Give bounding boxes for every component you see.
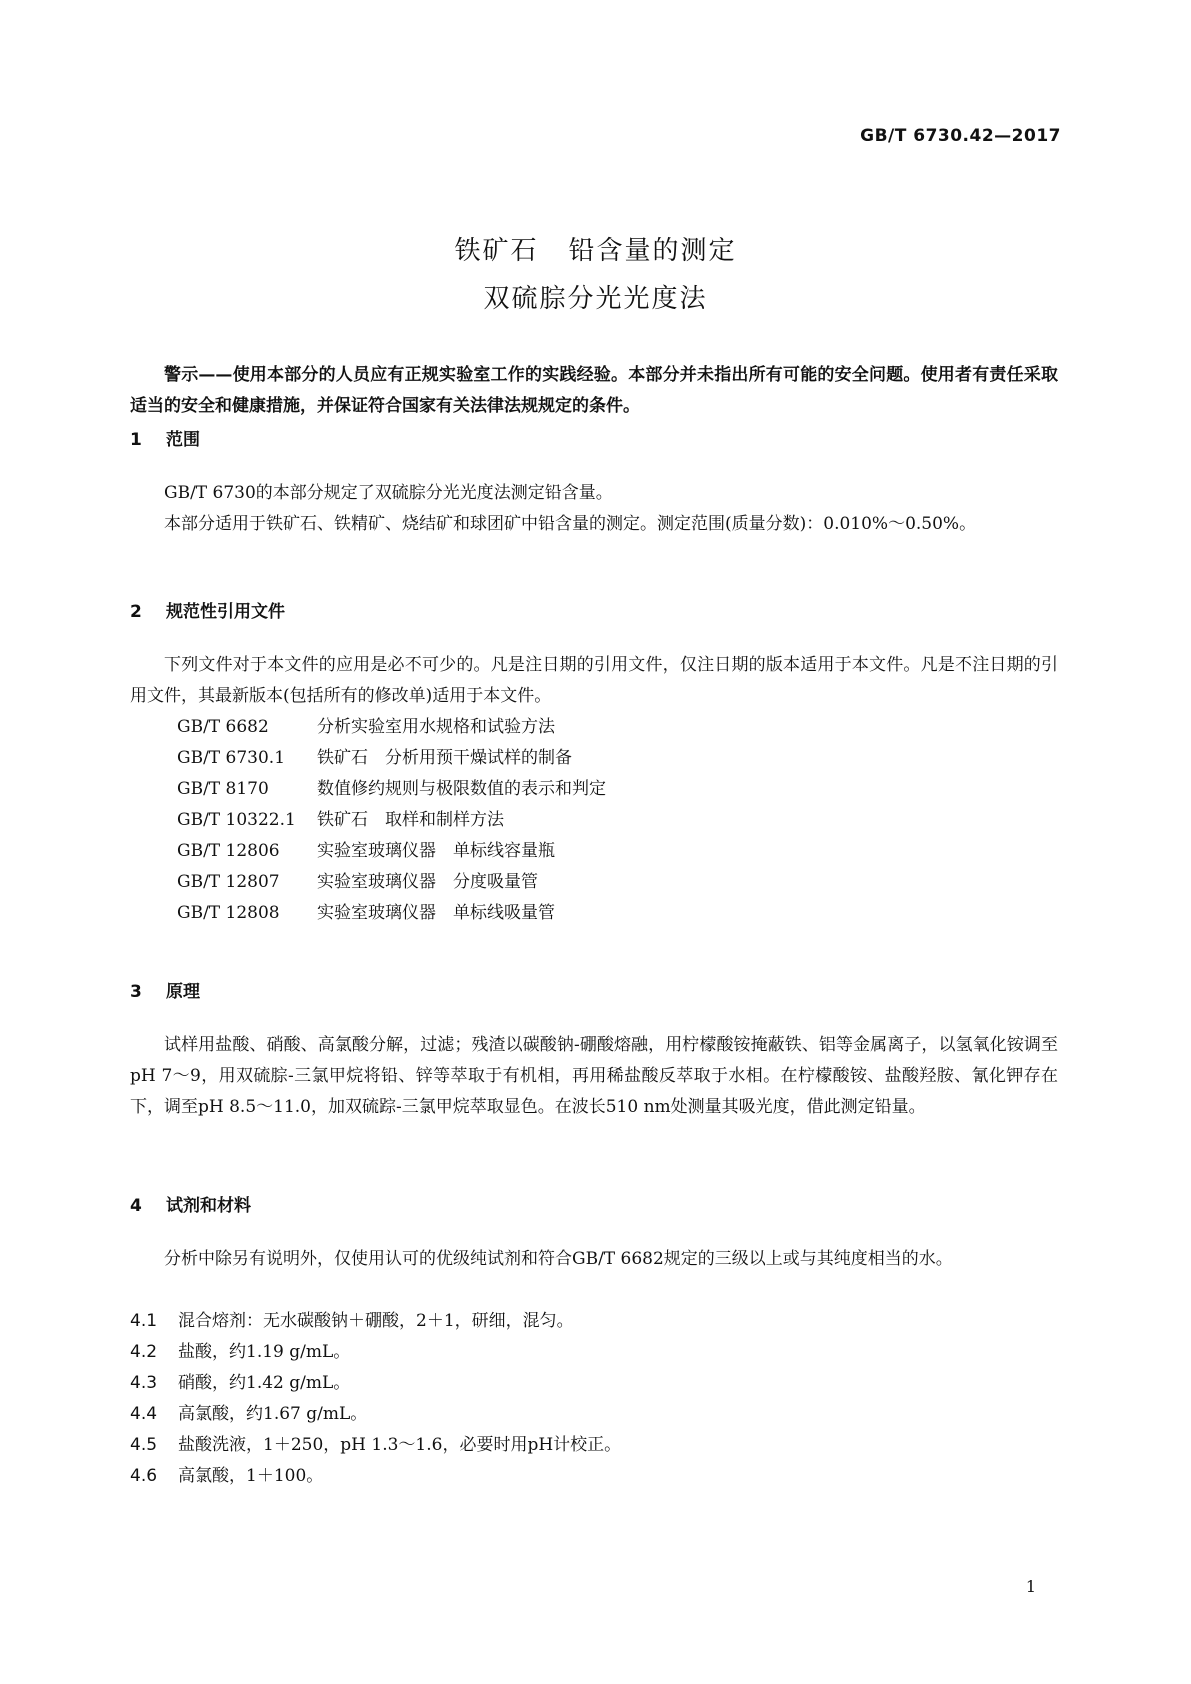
ref-item bbox=[177, 774, 606, 799]
ref-item bbox=[177, 867, 538, 892]
item-number: 4.3 bbox=[130, 1373, 158, 1393]
section-2-paragraph-1: 下列文件对于本文件的应用是必不可少的。凡是注日期的引用文件，仅注日期的版本适用于本文件。凡是不注日期的引用文件，其最新版本(包括所有的修改单)适用于本文件。 bbox=[130, 655, 1058, 706]
title-line-1 bbox=[0, 230, 1191, 267]
ref-title: 分析实验室用水规格和试验方法 bbox=[317, 717, 555, 737]
section-number: 4 bbox=[130, 1196, 142, 1216]
ref-item bbox=[177, 898, 555, 923]
section-1-heading bbox=[130, 425, 200, 450]
item-text: 混合熔剂：无水碳酸钠＋硼酸，2＋1，研细，混匀。 bbox=[178, 1311, 574, 1331]
section-4-paragraph-1: 分析中除另有说明外，仅使用认可的优级纯试剂和符合GB/T 6682规定的三级以上或与其纯度相当的水。 bbox=[164, 1249, 953, 1269]
ref-code: GB/T 8170 bbox=[177, 779, 269, 799]
section-number: 3 bbox=[130, 982, 142, 1002]
section-number: 2 bbox=[130, 602, 142, 622]
ref-title: 实验室玻璃仪器 单标线吸量管 bbox=[317, 903, 555, 923]
ref-title: 实验室玻璃仪器 单标线容量瓶 bbox=[317, 841, 555, 861]
section-1-paragraph-1: GB/T 6730的本部分规定了双硫腙分光光度法测定铅含量。 bbox=[164, 483, 613, 503]
title-line-2: 双硫腙分光光度法 bbox=[483, 284, 708, 314]
item-number: 4.4 bbox=[130, 1404, 158, 1424]
ref-item bbox=[177, 712, 555, 737]
ref-title: 铁矿石 取样和制样方法 bbox=[317, 810, 504, 830]
list-item bbox=[130, 1399, 367, 1424]
title-part-1: 铁矿石 bbox=[454, 236, 539, 266]
item-text: 盐酸，约1.19 g/mL。 bbox=[178, 1342, 351, 1362]
item-text: 高氯酸，约1.67 g/mL。 bbox=[178, 1404, 368, 1424]
standard-code: GB/T 6730.42—2017 bbox=[860, 126, 1061, 146]
section-3-heading bbox=[130, 977, 200, 1002]
list-item bbox=[130, 1461, 323, 1486]
ref-code: GB/T 12806 bbox=[177, 841, 280, 861]
ref-code: GB/T 6730.1 bbox=[177, 748, 286, 768]
list-item bbox=[130, 1430, 621, 1455]
ref-code: GB/T 10322.1 bbox=[177, 810, 296, 830]
section-4-heading bbox=[130, 1191, 251, 1216]
section-3-paragraph-1: 试样用盐酸、硝酸、高氯酸分解，过滤；残渣以碳酸钠-硼酸熔融，用柠檬酸铵掩蔽铁、铝等金属离子，以氢氧化铵调至pH 7～9，用双硫腙-三氯甲烷将铅、锌等萃取于有机相，再用稀盐酸反萃取于水相。在柠檬酸铵、盐酸羟胺、氰化钾存在下，调至pH 8.5～11.0，加双硫踪-三氯甲烷萃取显色。在波长510 nm处测量其吸光度，借此测定铅量。 bbox=[130, 1035, 1058, 1117]
section-1-paragraph-2: 本部分适用于铁矿石、铁精矿、烧结矿和球团矿中铅含量的测定。测定范围(质量分数)：0.010%～0.50%。 bbox=[164, 514, 977, 534]
ref-code: GB/T 12808 bbox=[177, 903, 280, 923]
section-title: 原理 bbox=[166, 982, 200, 1002]
section-number: 1 bbox=[130, 430, 142, 450]
ref-title: 实验室玻璃仪器 分度吸量管 bbox=[317, 872, 538, 892]
section-title: 范围 bbox=[166, 430, 200, 450]
ref-code: GB/T 12807 bbox=[177, 872, 280, 892]
list-item bbox=[130, 1337, 350, 1362]
item-number: 4.6 bbox=[130, 1466, 158, 1486]
ref-title: 数值修约规则与极限数值的表示和判定 bbox=[317, 779, 606, 799]
section-title: 试剂和材料 bbox=[166, 1196, 251, 1216]
section-2-heading bbox=[130, 597, 285, 622]
warning-paragraph: 警示——使用本部分的人员应有正规实验室工作的实践经验。本部分并未指出所有可能的安全问题。使用者有责任采取适当的安全和健康措施，并保证符合国家有关法律法规规定的条件。 bbox=[130, 365, 1058, 416]
ref-title: 铁矿石 分析用预干燥试样的制备 bbox=[317, 748, 572, 768]
item-text: 硝酸，约1.42 g/mL。 bbox=[178, 1373, 351, 1393]
ref-item bbox=[177, 805, 504, 830]
list-item bbox=[130, 1368, 350, 1393]
ref-item bbox=[177, 743, 572, 768]
item-number: 4.1 bbox=[130, 1311, 158, 1331]
list-item bbox=[130, 1306, 574, 1331]
item-text: 盐酸洗液，1＋250，pH 1.3～1.6，必要时用pH计校正。 bbox=[178, 1435, 622, 1455]
page-number: 1 bbox=[1025, 1577, 1036, 1596]
title-part-2: 铅含量的测定 bbox=[568, 236, 737, 266]
section-title: 规范性引用文件 bbox=[166, 602, 285, 622]
item-number: 4.2 bbox=[130, 1342, 158, 1362]
item-number: 4.5 bbox=[130, 1435, 158, 1455]
item-text: 高氯酸，1＋100。 bbox=[178, 1466, 324, 1486]
ref-code: GB/T 6682 bbox=[177, 717, 269, 737]
ref-item bbox=[177, 836, 555, 861]
